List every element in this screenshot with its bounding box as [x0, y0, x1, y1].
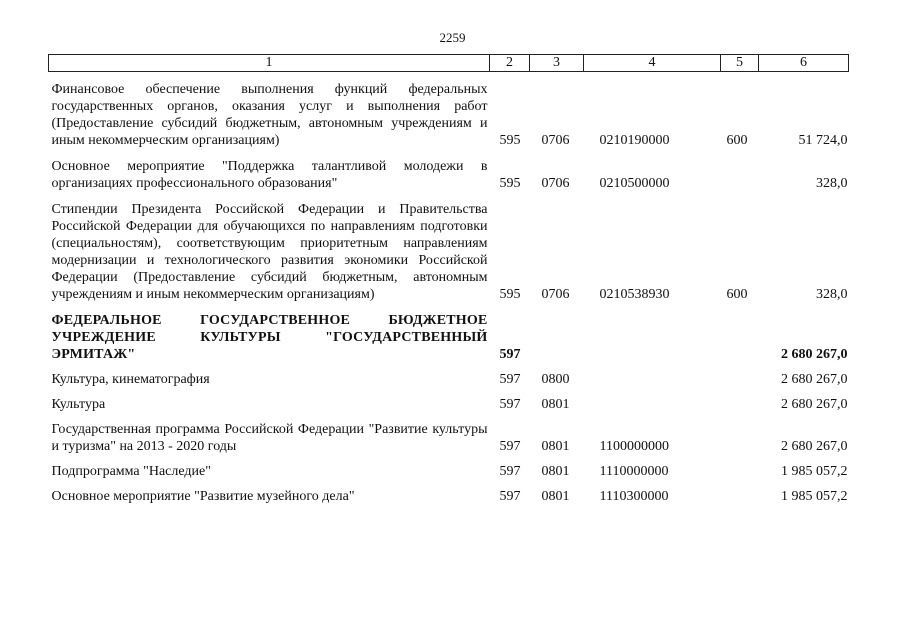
table-row: [49, 149, 849, 192]
row-target-cell: [584, 303, 721, 363]
row-name-cell: Подпрограмма "Наследие": [51, 464, 211, 479]
row-expense-cell: [721, 303, 759, 363]
table-row: [49, 455, 849, 480]
row-target-cell: 1110300000: [599, 489, 669, 504]
row-expense-cell: 600: [726, 287, 748, 302]
column-header-name: 1: [49, 55, 490, 72]
row-ministry-cell: 597: [499, 347, 521, 362]
row-section-cell: 0706: [541, 133, 570, 148]
row-section-cell: 0801: [541, 464, 570, 479]
row-target-cell: 1110000000: [599, 464, 669, 479]
column-header-section: 3: [530, 55, 584, 72]
table-row: [49, 480, 849, 505]
row-amount-cell: 2 680 267,0: [781, 372, 848, 387]
row-target-cell: 0210500000: [599, 176, 670, 191]
column-header-ministry: 2: [490, 55, 530, 72]
row-ministry-cell: 597: [499, 372, 521, 387]
column-number-row: [49, 55, 849, 72]
row-expense-cell: [721, 480, 759, 505]
row-name-cell: Культура, кинематография: [51, 372, 210, 387]
column-header-amount: 6: [759, 55, 849, 72]
row-ministry-cell: 595: [499, 287, 521, 302]
table-row: [49, 413, 849, 455]
row-section-cell: [530, 303, 584, 363]
row-amount-cell: 2 680 267,0: [781, 439, 848, 454]
column-header-target: 4: [584, 55, 721, 72]
row-amount-cell: 2 680 267,0: [781, 347, 848, 362]
row-name-cell: Основное мероприятие "Развитие музейного дела": [51, 489, 355, 504]
row-amount-cell: 51 724,0: [798, 133, 848, 148]
row-ministry-cell: 597: [499, 464, 521, 479]
table-row: [49, 303, 849, 363]
row-ministry-cell: 597: [499, 397, 521, 412]
row-target-cell: 0210190000: [599, 133, 670, 148]
column-header-expense: 5: [721, 55, 759, 72]
table-header: [49, 55, 849, 72]
table-row: [49, 363, 849, 388]
row-section-cell: 0800: [541, 372, 570, 387]
row-expense-cell: [721, 149, 759, 192]
row-amount-cell: 328,0: [816, 287, 848, 302]
table-row: [49, 192, 849, 303]
row-name-cell: Финансовое обеспечение выполнения функций федеральных государственных органов, оказания услуг и выполнения работ (Предоставление субсидий бюджетным, автономным учреждениям и иным некоммерческим организациям): [51, 82, 488, 148]
row-ministry-cell: 597: [499, 439, 521, 454]
row-section-cell: 0801: [541, 489, 570, 504]
row-amount-cell: 1 985 057,2: [781, 489, 848, 504]
row-section-cell: 0706: [541, 176, 570, 191]
row-name-cell: Основное мероприятие "Поддержка талантливой молодежи в организациях профессионального образования": [51, 159, 488, 191]
budget-table: [48, 54, 849, 505]
row-expense-cell: [721, 413, 759, 455]
row-name-cell: Стипендии Президента Российской Федерации и Правительства Российской Федерации для обучающихся по направлениям подготовки (специальностям), соответствующим приоритетным направлениям модернизации и технологического развития экономики Российской Федерации (Предоставление субсидий бюджетным, автономным учреждениям и иным некоммерческим организациям): [51, 202, 488, 302]
table-row: [49, 388, 849, 413]
row-amount-cell: 328,0: [816, 176, 848, 191]
row-ministry-cell: 595: [499, 176, 521, 191]
row-expense-cell: [721, 455, 759, 480]
row-expense-cell: [721, 388, 759, 413]
row-name-cell: Государственная программа Российской Федерации "Развитие культуры и туризма" на 2013 - 2020 годы: [51, 422, 488, 454]
page-number: 2259: [439, 30, 466, 45]
row-target-cell: 0210538930: [599, 287, 670, 302]
row-target-cell: [584, 388, 721, 413]
table-row: [49, 72, 849, 150]
row-name-cell: Культура: [51, 397, 106, 412]
row-expense-cell: [721, 363, 759, 388]
row-amount-cell: 2 680 267,0: [781, 397, 848, 412]
row-section-cell: 0801: [541, 397, 570, 412]
row-section-cell: 0706: [541, 287, 570, 302]
row-name-cell: ФЕДЕРАЛЬНОЕ ГОСУДАРСТВЕННОЕ БЮДЖЕТНОЕ УЧРЕЖДЕНИЕ КУЛЬТУРЫ "ГОСУДАРСТВЕННЫЙ ЭРМИТАЖ": [51, 313, 488, 362]
row-target-cell: 1100000000: [599, 439, 669, 454]
row-ministry-cell: 595: [499, 133, 521, 148]
row-expense-cell: 600: [726, 133, 748, 148]
row-ministry-cell: 597: [499, 489, 521, 504]
table-body: [49, 72, 849, 506]
row-amount-cell: 1 985 057,2: [781, 464, 848, 479]
row-target-cell: [584, 363, 721, 388]
row-section-cell: 0801: [541, 439, 570, 454]
